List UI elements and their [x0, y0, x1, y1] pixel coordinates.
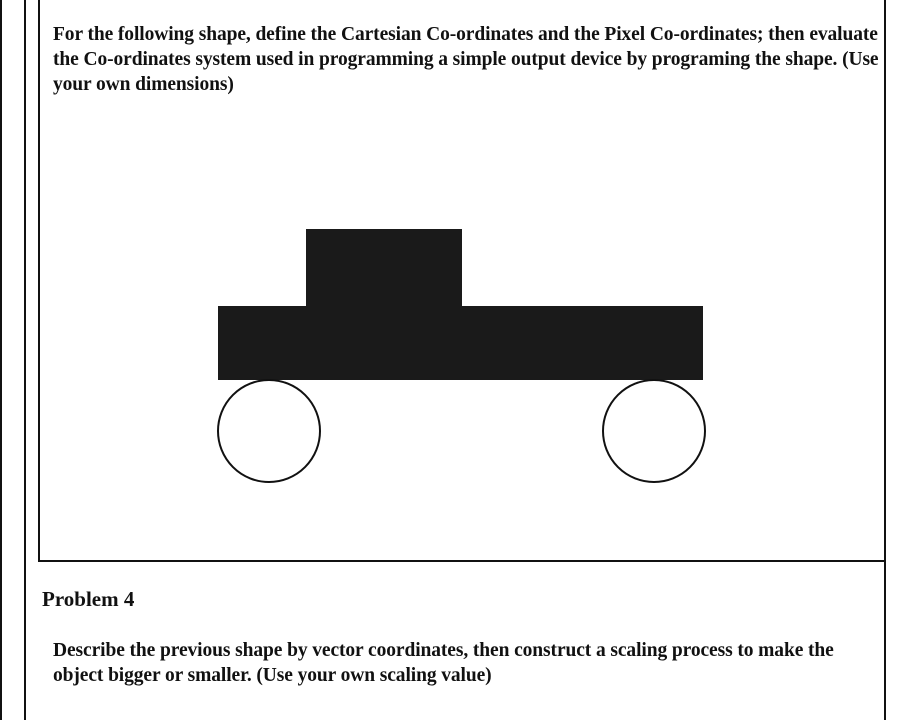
problem-text: Describe the previous shape by vector coordinates, then construct a scaling process to make the object bigger or smaller. (Use your own scaling value)	[53, 640, 834, 686]
left-wheel	[218, 380, 320, 482]
cabin-block	[306, 229, 462, 309]
question-text: For the following shape, define the Cartesian Co-ordinates and the Pixel Co-ordinates; then evaluate the Co-ordinates system used in programming a simple output device by programing the shape. (Use your own dimensions)	[53, 24, 879, 95]
problem-heading: Problem 4	[42, 587, 135, 611]
body-block	[218, 306, 703, 380]
right-wheel	[603, 380, 705, 482]
